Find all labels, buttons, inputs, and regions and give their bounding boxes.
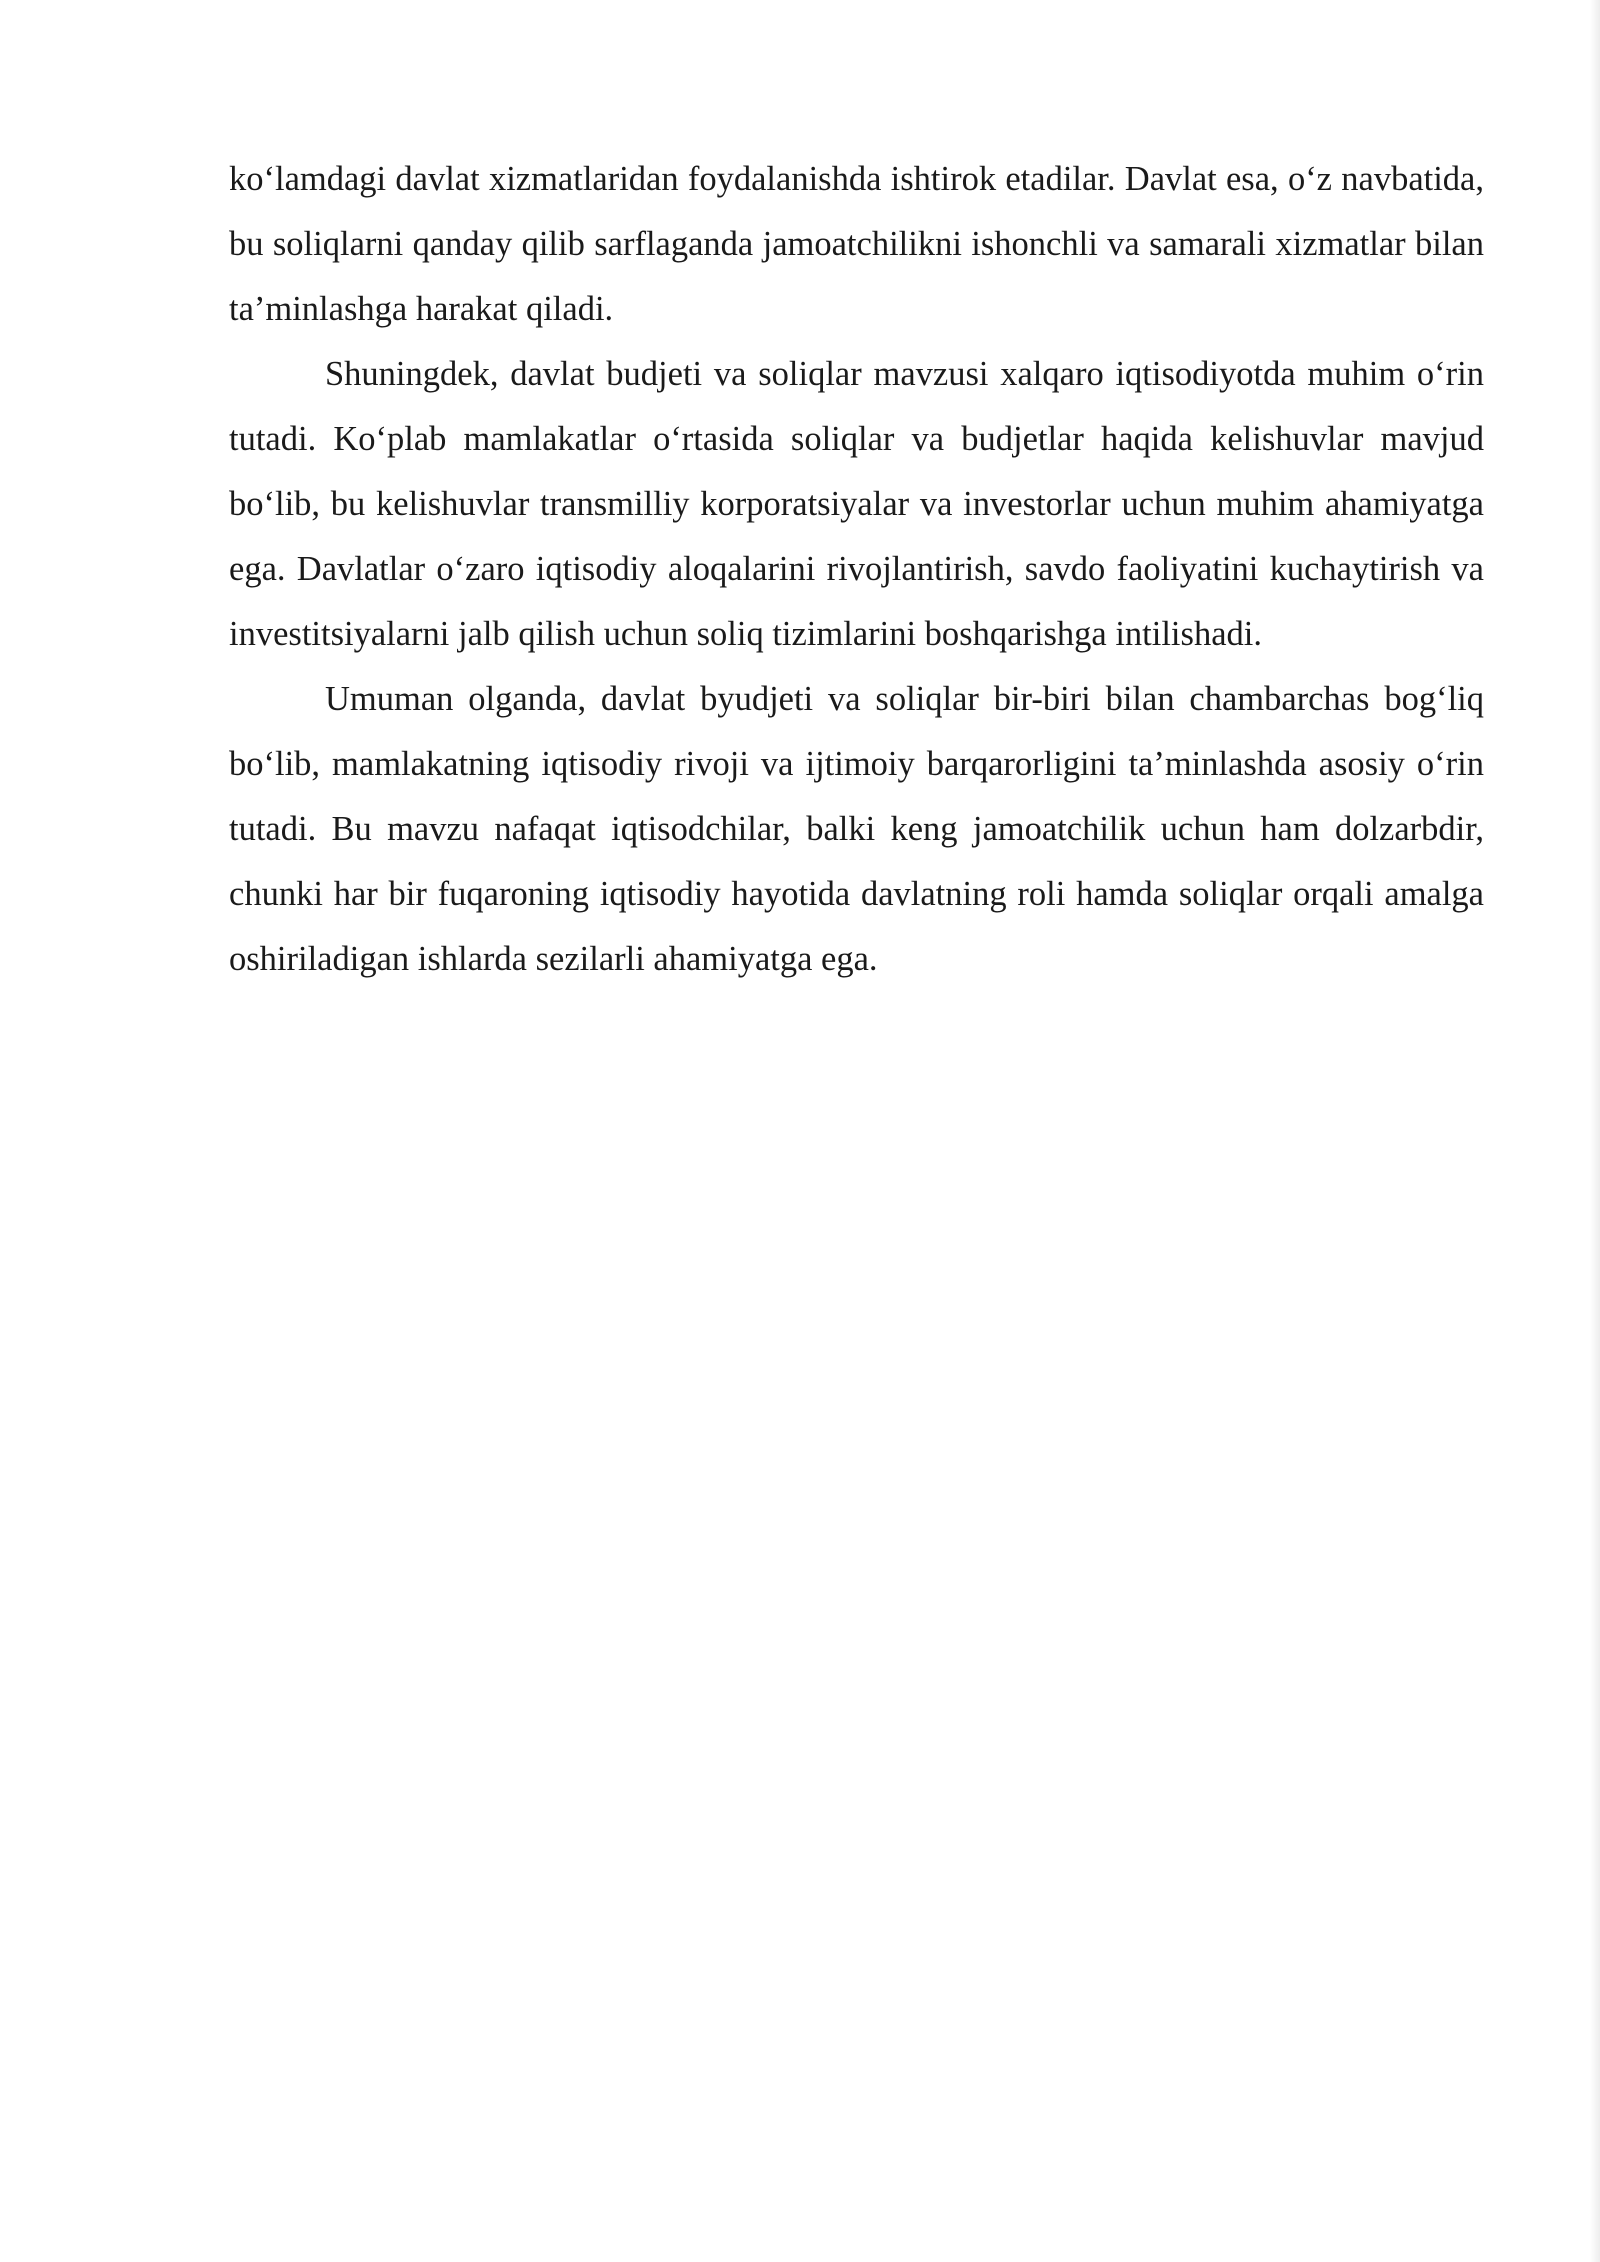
page-edge-shadow <box>1590 0 1600 2262</box>
paragraph-3: Umuman olganda, davlat byudjeti va soliqlar bir-biri bilan chambarchas bog‘liq bo‘lib, mamlakatning iqtisodiy rivoji va ijtimoiy barqarorligini ta’minlashda asosiy o‘rin tutadi. Bu mavzu nafaqat iqtisodchilar, balki keng jamoatchilik uchun ham dolzarbdir, chunki har bir fuqaroning iqtisodiy hayotida davlatning roli hamda soliqlar orqali amalga oshiriladigan ishlarda sezilarli ahamiyatga ega. <box>229 680 1484 978</box>
paragraph-2: Shuningdek, davlat budjeti va soliqlar mavzusi xalqaro iqtisodiyotda muhim o‘rin tutadi. Ko‘plab mamlakatlar o‘rtasida soliqlar va budjetlar haqida kelishuvlar mavjud bo‘lib, bu kelishuvlar transmilliy korporatsiyalar va investorlar uchun muhim ahamiyatga ega. Davlatlar o‘zaro iqtisodiy aloqalarini rivojlantirish, savdo faoliyatini kuchaytirish va investitsiyalarni jalb qilish uchun soliq tizimlarini boshqarishga intilishadi. <box>229 355 1484 653</box>
paragraph-1: ko‘lamdagi davlat xizmatlaridan foydalanishda ishtirok etadilar. Davlat esa, o‘z navbatida, bu soliqlarni qanday qilib sarflaganda jamoatchilikni ishonchli va samarali xizmatlar bilan ta’minlashga harakat qiladi. <box>229 160 1484 328</box>
document-body <box>229 147 1484 992</box>
